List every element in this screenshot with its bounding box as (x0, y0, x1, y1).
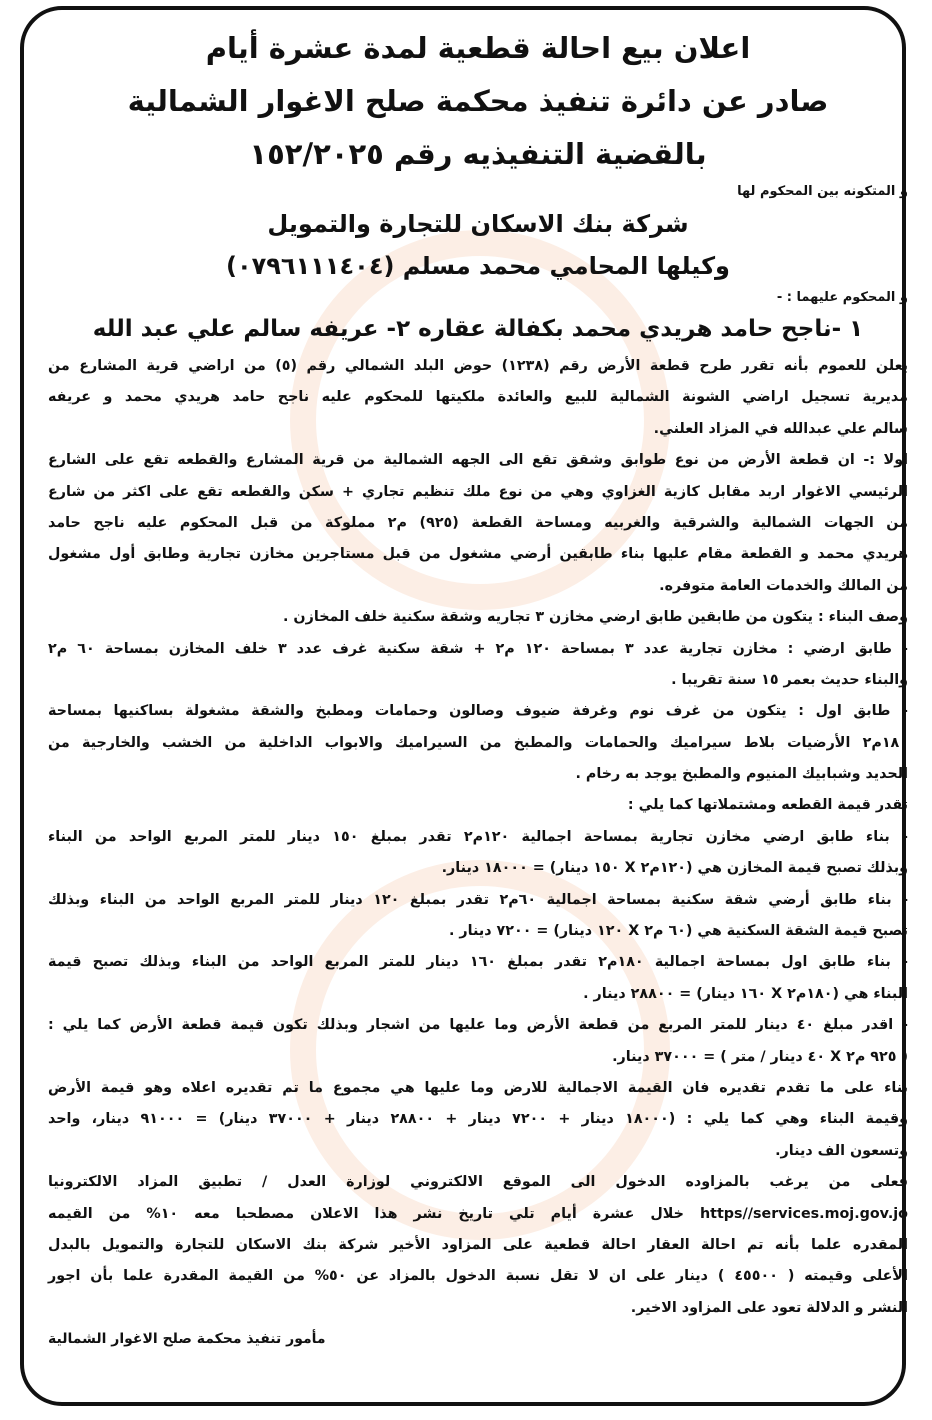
paragraph (48, 1167, 908, 1324)
notice-title: اعلان بيع احالة قطعية لمدة عشرة أيام (205, 31, 751, 65)
paragraph (48, 351, 908, 445)
text-line: هريدي محمد و القطعة مقام عليها بناء طابقين أرضي مشغول من قبل مستاجرين مخازن تجارية وطابق أول مشغول (48, 546, 908, 563)
paragraph (48, 445, 908, 602)
text-line: - طابق ارضي : مخازن تجارية عدد ٣ بمساحة ١٢٠ م٢ + شقة سكنية غرف عدد ٣ خلف المخازن بمساحة ٦٠ م٢ (48, 640, 908, 657)
paragraph (48, 790, 908, 821)
text-line: فعلى من يرغب بالمزاوده الدخول الى الموقع الالكتروني لوزارة العدل / تطبيق المزاد الالكترونيا (48, 1174, 908, 1191)
text-line: - بناء طابق أرضي شقة سكنية بمساحة اجمالية ٦٠م٢ تقدر بمبلغ ١٢٠ دينار للمتر المربع الواحد من البناء وبذلك (48, 891, 909, 908)
text-line: وقيمة البناء وهي كما يلي : (١٨٠٠٠ دينار + ٧٢٠٠ دينار + ٢٨٨٠٠ دينار + ٣٧٠٠٠ دينار) = ٩١٠٠٠ دينار، واحد (48, 1111, 908, 1128)
paragraph (48, 634, 908, 697)
text-line: - بناء طابق اول بمساحة اجمالية ١٨٠م٢ تقدر بمبلغ ١٦٠ دينار للمتر المربع الواحد من البناء وبذلك تصبح قيمة (48, 954, 908, 971)
text-line: وصف البناء : يتكون من طابقين طابق ارضي مخازن ٣ تجاريه وشقة سكنية خلف المخازن . (282, 609, 908, 626)
paragraph (48, 822, 908, 885)
text-line: يعلن للعموم بأنه تقرر طرح قطعة الأرض رقم (١٢٣٨) حوض البلد الشمالي رقم (٥) من اراضي قرية المشارع من (48, 358, 909, 374)
paragraph (48, 1010, 908, 1073)
defendants-intro: و المحكوم عليهما : - (776, 290, 908, 305)
text-line: اولا :- ان قطعة الأرض من نوع طوابق وشقق تقع الى الجهه الشمالية من قرية المشارع والقطعه تقع على الشارع (48, 452, 908, 469)
defendants: ١ -ناجح حامد هريدي محمد بكفالة عقاره ٢- عريفه سالم علي عبد الله (92, 316, 864, 342)
text-line: البناء هي (١٨٠م٢ X ١٦٠ دينار) = ٢٨٨٠٠ دينار . (583, 985, 908, 1002)
text-line: تقدر قيمة القطعه ومشتملاتها كما يلي : (627, 797, 908, 814)
text-line: ١٨٠م٢ الأرضيات بلاط سيراميك والحمامات والمطبخ من السيراميك والابواب الداخلية من الخشب والخارجية من (48, 734, 908, 751)
text-line: ( ٩٢٥ م٢ X ٤٠ دينار / متر ) = ٣٧٠٠٠ دينار. (612, 1048, 908, 1065)
text-line: - بناء طابق ارضي مخازن تجارية بمساحة اجمالية ١٢٠م٢ تقدر بمبلغ ١٥٠ دينار للمتر المربع الواحد من البناء (48, 828, 908, 845)
case-number: بالقضية التنفيذيه رقم ١٥٢/٢٠٢٥ (249, 137, 707, 171)
notice-content (48, 22, 908, 1354)
text-line: وبذلك تصبح قيمة المخازن هي (١٢٠م٢ X ١٥٠ دينار) = ١٨٠٠٠ دينار. (441, 860, 908, 877)
text-line: بناء على ما تقدم تقديره فان القيمة الاجمالية للارض وما عليها هي مجموع ما تم تقديره اعلاه وهو قيمة الأرض (48, 1079, 908, 1096)
text-line: وتسعون الف دينار. (775, 1142, 908, 1159)
text-line: https//services.moj.gov.jo خلال عشرة أيام تلي تاريخ نشر هذا الاعلان مصطحبا معه ١٠% من القيمه (48, 1205, 908, 1222)
plaintiff-name: شركة بنك الاسكان للتجارة والتمويل (267, 210, 689, 238)
signature-text: مأمور تنفيذ محكمة صلح الاغوار الشمالية (48, 1331, 326, 1348)
text-line: الحديد وشبابيك المنيوم والمطبخ يوجد به رخام . (575, 766, 908, 783)
text-line: النشر و الدلالة تعود على المزاود الاخير. (630, 1299, 908, 1316)
notice-body (48, 351, 908, 1324)
text-line: من المالك والخدمات العامة متوفره. (659, 577, 908, 594)
paragraph (48, 602, 908, 633)
paragraph (48, 696, 908, 790)
text-line: - اقدر مبلغ ٤٠ دينار للمتر المربع من قطعة الأرض وما عليها من اشجار وبذلك تكون قيمة قطعة الأرض كما يلي : (48, 1017, 908, 1034)
text-line: - طابق اول : يتكون من غرف نوم وغرفة ضيوف وصالون وحمامات ومطبخ والشقة مشغولة بساكنيها بمساحة (48, 703, 908, 720)
signature (48, 1324, 908, 1354)
plaintiff-intro: و المتكونه بين المحكوم لها (737, 184, 908, 199)
text-line: والبناء حديث بعمر ١٥ سنة تقريبا . (671, 671, 908, 688)
plaintiff-lawyer: وكيلها المحامي محمد مسلم (٠٧٩٦١١١٤٠٤) (226, 252, 730, 280)
text-line: سالم علي عبدالله في المزاد العلني. (653, 420, 908, 437)
text-line: تصبح قيمة الشقة السكنية هي (٦٠ م٢ X ١٢٠ دينار) = ٧٢٠٠ دينار . (449, 923, 908, 940)
text-line: مديرية تسجيل اراضي الشونة الشمالية للبيع والعائدة ملكيتها للمحكوم عليه ناجح حامد هريدي محمد و عريفه (48, 389, 908, 406)
text-line: الرئيسي الاغوار اربد مقابل كازية الغزاوي وهي من نوع ملك تنظيم تجاري + سكن والقطعه تقع على اكثر من شارع (48, 483, 908, 500)
text-line: المقدره علما بأنه تم احالة العقار احالة قطعية على المزاود الأخير شركة بنك الاسكان للتجارة والتمويل بالبدل (48, 1236, 908, 1253)
text-line: الأعلى وقيمته ( ٤٥٥٠٠ ) دينار على ان لا تقل نسبة الدخول بالمزاد عن ٥٠% من القيمة المقدرة علما بأن اجور (48, 1268, 908, 1285)
paragraph (48, 1073, 908, 1167)
paragraph (48, 885, 908, 948)
text-line: من الجهات الشمالية والشرقية والغربيه ومساحة القطعة (٩٢٥) م٢ مملوكة من قبل المحكوم عليه ناجح حامد (48, 514, 908, 531)
paragraph (48, 947, 908, 1010)
notice-issuer: صادر عن دائرة تنفيذ محكمة صلح الاغوار الشمالية (127, 84, 829, 118)
